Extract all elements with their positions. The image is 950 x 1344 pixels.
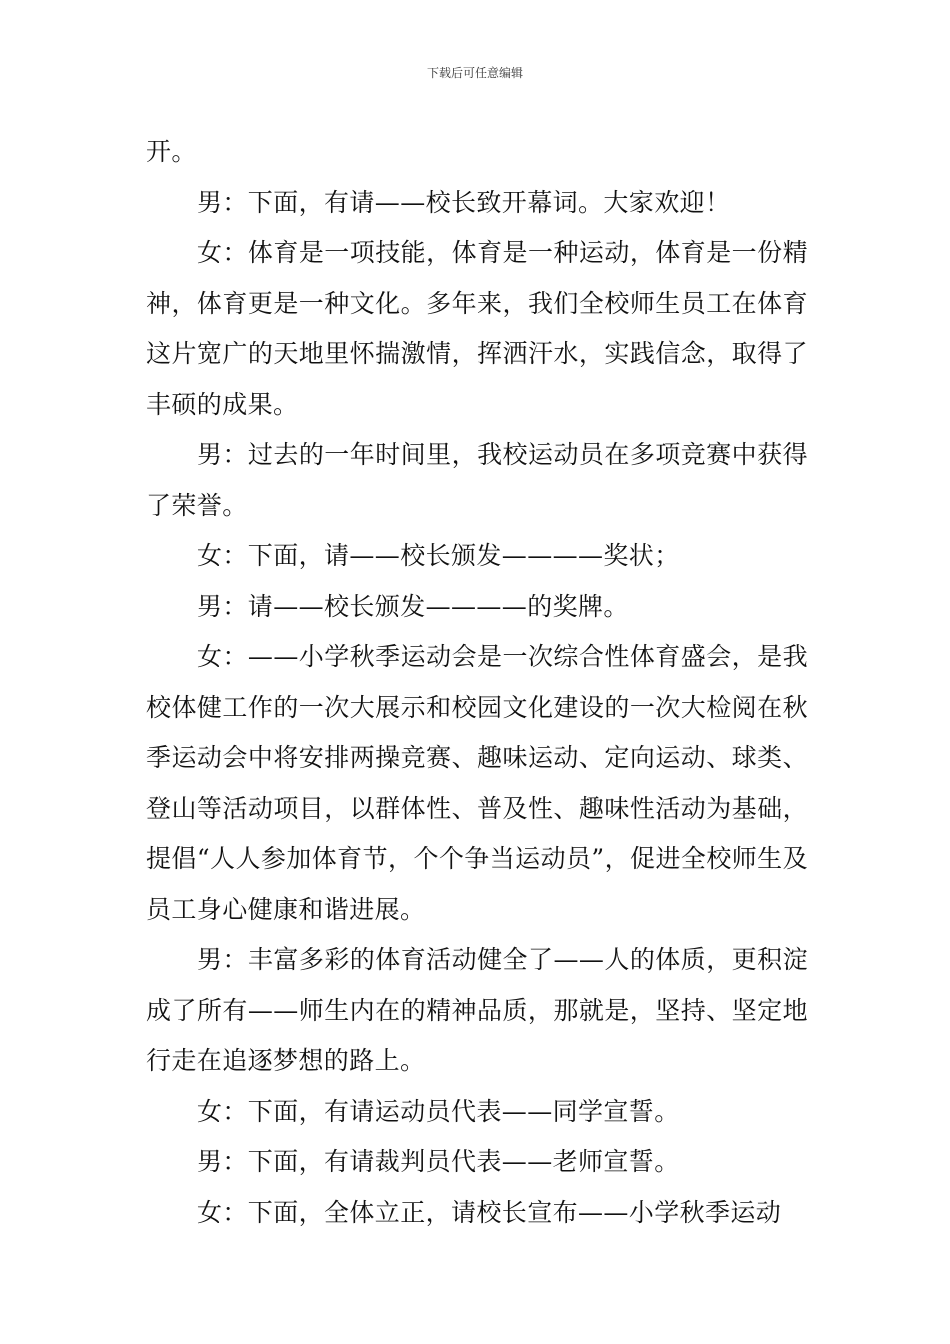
paragraph: 男：丰富多彩的体育活动健全了——人的体质，更积淀成了所有——师生内在的精神品质，那就是，坚持、坚定地行走在追逐梦想的路上。 (146, 945, 808, 1075)
paragraph: 女：体育是一项技能，体育是一种运动，体育是一份精神，体育更是一种文化。多年来，我们全校师生员工在体育这片宽广的天地里怀揣激情，挥洒汗水，实践信念，取得了丰硕的成果。 (146, 238, 808, 419)
paragraph: 女：下面，请——校长颁发————奖状； (197, 541, 680, 570)
paragraph: 女：下面，全体立正，请校长宣布——小学秋季运动 (197, 1197, 782, 1227)
paragraph: 男：下面，有请——校长致开幕词。大家欢迎！ (197, 187, 731, 217)
page-header: 下载后可任意编辑 (426, 66, 523, 80)
document-body (146, 127, 808, 1238)
paragraph: 女：——小学秋季运动会是一次综合性体育盛会，是我校体健工作的一次大展示和校园文化建设的一次大检阅在秋季运动会中将安排两操竞赛、趣味运动、定向运动、球类、登山等活动项目，以群体性、普及性、趣味性活动为基础，提倡“人人参加体育节，个个争当运动员”，促进全校师生及员工身心健康和谐进展。 (146, 642, 808, 924)
paragraph: 开。 (146, 137, 197, 166)
paragraph: 男：下面，有请裁判员代表——老师宣誓。 (197, 1147, 680, 1176)
paragraph: 女：下面，有请运动员代表——同学宣誓。 (197, 1096, 680, 1126)
paragraph: 男：过去的一年时间里，我校运动员在多项竞赛中获得了荣誉。 (146, 440, 808, 520)
paragraph: 男：请——校长颁发————的奖牌。 (197, 591, 629, 621)
